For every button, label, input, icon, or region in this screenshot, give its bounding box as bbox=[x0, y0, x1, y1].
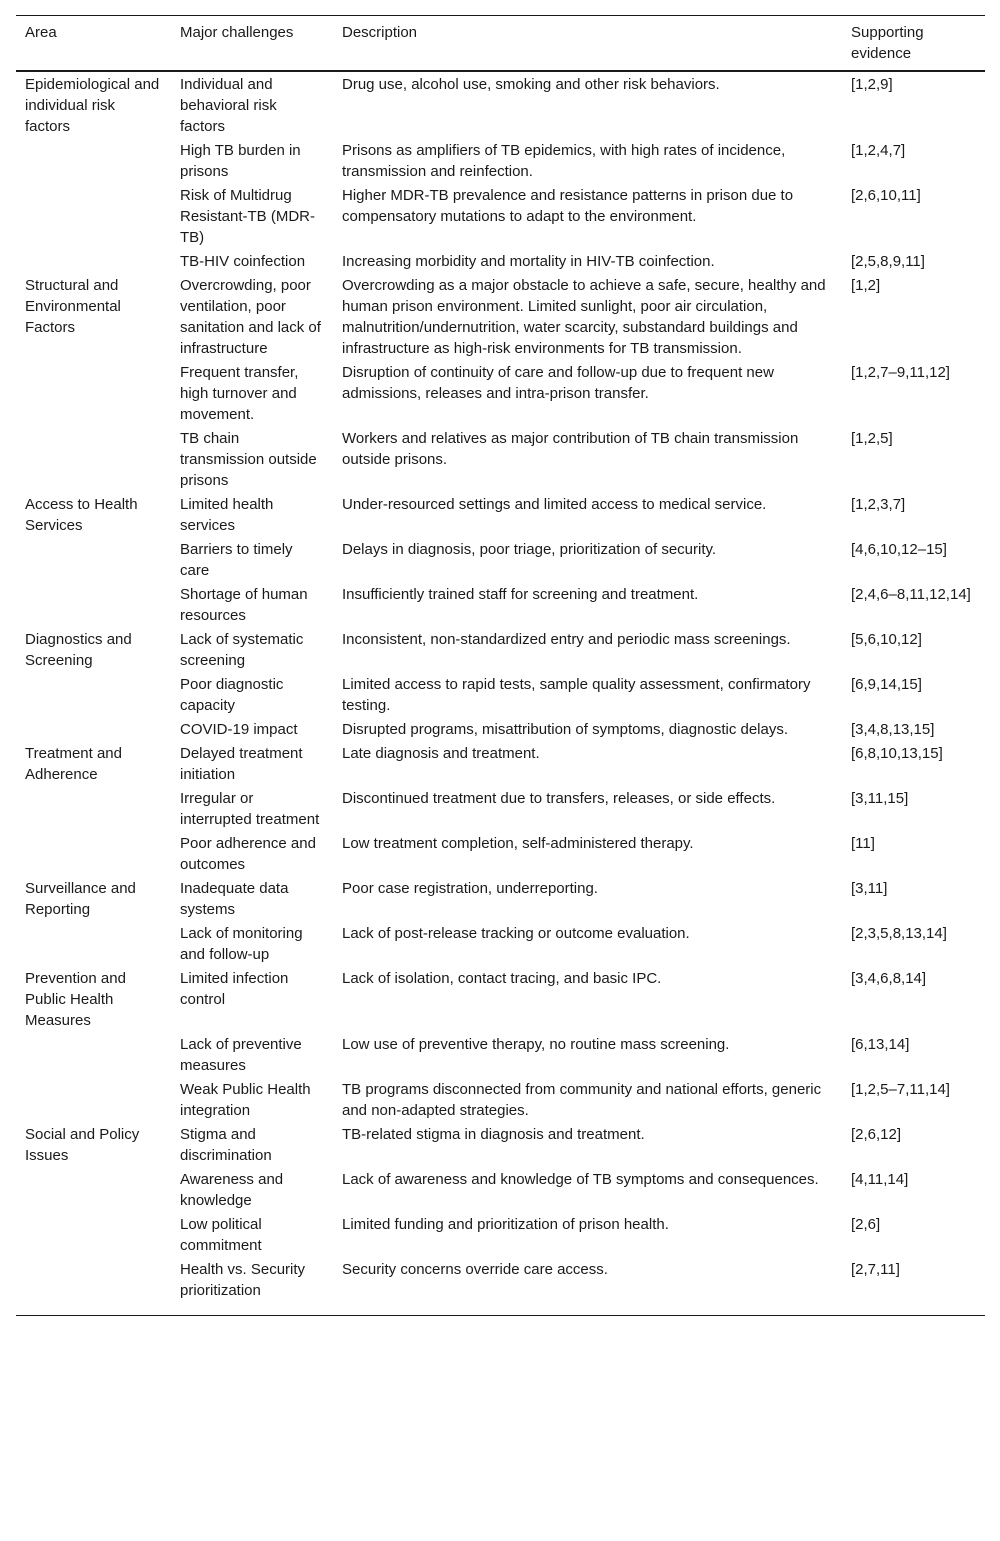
cell-area: Structural and Environmental Factors bbox=[25, 277, 121, 336]
cell-supporting-evidence: [1,2,4,7] bbox=[851, 142, 906, 159]
cell-supporting-evidence: [1,2,3,7] bbox=[851, 496, 906, 513]
cell-major-challenge: Lack of preventive measures bbox=[180, 1036, 302, 1074]
table-row bbox=[16, 274, 985, 361]
cell-area bbox=[16, 139, 171, 184]
table-row bbox=[16, 673, 985, 718]
table-row bbox=[16, 1258, 985, 1315]
cell-supporting-evidence: [2,6,12] bbox=[851, 1126, 902, 1143]
cell-area bbox=[16, 922, 171, 967]
cell-supporting-evidence: [2,6] bbox=[851, 1216, 881, 1233]
cell-area: Surveillance and Reporting bbox=[25, 880, 136, 918]
cell-area bbox=[16, 832, 171, 877]
cell-major-challenge: High TB burden in prisons bbox=[180, 142, 301, 180]
cell-major-challenge: Low political commitment bbox=[180, 1216, 262, 1254]
cell-supporting-evidence: [4,11,14] bbox=[851, 1171, 909, 1188]
cell-major-challenge: Lack of monitoring and follow-up bbox=[180, 925, 303, 963]
cell-area bbox=[16, 361, 171, 427]
cell-supporting-evidence: [3,4,8,13,15] bbox=[851, 721, 935, 738]
cell-area bbox=[16, 184, 171, 250]
tb-prison-challenges-table bbox=[16, 15, 985, 1315]
table-row bbox=[16, 493, 985, 538]
cell-area bbox=[16, 583, 171, 628]
cell-area bbox=[16, 1078, 171, 1123]
cell-major-challenge: Individual and behavioral risk factors bbox=[180, 76, 277, 135]
header-major-challenges: Major challenges bbox=[180, 24, 294, 41]
cell-supporting-evidence: [1,2,7–9,11,12] bbox=[851, 364, 950, 381]
cell-major-challenge: Inadequate data systems bbox=[180, 880, 289, 918]
cell-supporting-evidence: [3,4,6,8,14] bbox=[851, 970, 927, 987]
cell-major-challenge: TB chain transmission outside prisons bbox=[180, 430, 317, 489]
cell-area: Social and Policy Issues bbox=[25, 1126, 140, 1164]
cell-major-challenge: COVID-19 impact bbox=[180, 721, 298, 738]
table-row bbox=[16, 538, 985, 583]
cell-supporting-evidence: [1,2,5–7,11,14] bbox=[851, 1081, 950, 1098]
table-row bbox=[16, 427, 985, 493]
cell-area bbox=[16, 1213, 171, 1258]
cell-description: Limited access to rapid tests, sample quality assessment, confirmatory testing. bbox=[342, 676, 811, 714]
cell-major-challenge: Awareness and knowledge bbox=[180, 1171, 284, 1209]
table-bottom-rule bbox=[16, 1315, 985, 1316]
cell-description: Lack of isolation, contact tracing, and basic IPC. bbox=[342, 970, 662, 987]
cell-major-challenge: Irregular or interrupted treatment bbox=[180, 790, 320, 828]
cell-supporting-evidence: [1,2,9] bbox=[851, 76, 893, 93]
cell-description: Overcrowding as a major obstacle to achieve a safe, secure, healthy and human prison environment. Limited sunlight, poor air circulation, malnutrition/undernutrition, water scarcity, substandard buildings and infrastructure as high-risk environments for TB transmission. bbox=[342, 277, 826, 357]
cell-supporting-evidence: [6,9,14,15] bbox=[851, 676, 922, 693]
cell-major-challenge: Barriers to timely care bbox=[180, 541, 293, 579]
table-row bbox=[16, 628, 985, 673]
table-row bbox=[16, 361, 985, 427]
cell-major-challenge: Limited health services bbox=[180, 496, 274, 534]
cell-description: Drug use, alcohol use, smoking and other risk behaviors. bbox=[342, 76, 720, 93]
table-row bbox=[16, 583, 985, 628]
table-row bbox=[16, 1033, 985, 1078]
cell-description: TB programs disconnected from community and national efforts, generic and non-adapted strategies. bbox=[342, 1081, 822, 1119]
cell-supporting-evidence: [2,7,11] bbox=[851, 1261, 900, 1278]
table-row bbox=[16, 139, 985, 184]
table-row bbox=[16, 967, 985, 1033]
cell-area: Diagnostics and Screening bbox=[25, 631, 132, 669]
cell-supporting-evidence: [5,6,10,12] bbox=[851, 631, 922, 648]
cell-major-challenge: Shortage of human resources bbox=[180, 586, 308, 624]
header-description: Description bbox=[342, 24, 418, 41]
cell-supporting-evidence: [11] bbox=[851, 835, 875, 852]
cell-major-challenge: Poor diagnostic capacity bbox=[180, 676, 284, 714]
table-body bbox=[16, 71, 985, 1315]
cell-supporting-evidence: [4,6,10,12–15] bbox=[851, 541, 947, 558]
challenges-table-container bbox=[16, 15, 985, 1316]
cell-description: Under-resourced settings and limited access to medical service. bbox=[342, 496, 767, 513]
cell-area: Prevention and Public Health Measures bbox=[25, 970, 126, 1029]
cell-supporting-evidence: [1,2] bbox=[851, 277, 881, 294]
cell-major-challenge: Stigma and discrimination bbox=[180, 1126, 272, 1164]
cell-area bbox=[16, 673, 171, 718]
table-row bbox=[16, 184, 985, 250]
table-row bbox=[16, 71, 985, 139]
cell-description: Lack of awareness and knowledge of TB symptoms and consequences. bbox=[342, 1171, 819, 1188]
cell-supporting-evidence: [3,11,15] bbox=[851, 790, 909, 807]
cell-major-challenge: Poor adherence and outcomes bbox=[180, 835, 316, 873]
cell-area bbox=[16, 1033, 171, 1078]
cell-description: Disrupted programs, misattribution of symptoms, diagnostic delays. bbox=[342, 721, 789, 738]
cell-supporting-evidence: [2,4,6–8,11,12,14] bbox=[851, 586, 971, 603]
cell-description: Limited funding and prioritization of prison health. bbox=[342, 1216, 669, 1233]
table-row bbox=[16, 250, 985, 274]
cell-area: Treatment and Adherence bbox=[25, 745, 122, 783]
cell-area bbox=[16, 1168, 171, 1213]
table-row bbox=[16, 718, 985, 742]
cell-description: Low use of preventive therapy, no routine mass screening. bbox=[342, 1036, 730, 1053]
cell-supporting-evidence: [1,2,5] bbox=[851, 430, 893, 447]
table-row bbox=[16, 742, 985, 787]
cell-supporting-evidence: [2,5,8,9,11] bbox=[851, 253, 925, 270]
cell-description: Higher MDR-TB prevalence and resistance patterns in prison due to compensatory mutations to adapt to the environment. bbox=[342, 187, 794, 225]
cell-supporting-evidence: [3,11] bbox=[851, 880, 888, 897]
table-row bbox=[16, 832, 985, 877]
cell-major-challenge: Overcrowding, poor ventilation, poor sanitation and lack of infrastructure bbox=[180, 277, 321, 357]
header-supporting-evidence: Supporting evidence bbox=[851, 24, 924, 62]
cell-description: Prisons as amplifiers of TB epidemics, with high rates of incidence, transmission and reinfection. bbox=[342, 142, 786, 180]
table-row bbox=[16, 1213, 985, 1258]
cell-supporting-evidence: [6,13,14] bbox=[851, 1036, 910, 1053]
cell-description: Poor case registration, underreporting. bbox=[342, 880, 598, 897]
header-row bbox=[16, 16, 985, 72]
cell-major-challenge: Weak Public Health integration bbox=[180, 1081, 311, 1119]
cell-major-challenge: Limited infection control bbox=[180, 970, 289, 1008]
cell-area bbox=[16, 250, 171, 274]
table-header bbox=[16, 16, 985, 72]
cell-area bbox=[16, 427, 171, 493]
cell-description: Workers and relatives as major contribution of TB chain transmission outside prisons. bbox=[342, 430, 799, 468]
cell-description: Late diagnosis and treatment. bbox=[342, 745, 540, 762]
table-row bbox=[16, 1168, 985, 1213]
cell-area bbox=[16, 538, 171, 583]
cell-description: Inconsistent, non-standardized entry and periodic mass screenings. bbox=[342, 631, 791, 648]
table-row bbox=[16, 922, 985, 967]
cell-area: Access to Health Services bbox=[25, 496, 138, 534]
cell-description: Discontinued treatment due to transfers, releases, or side effects. bbox=[342, 790, 776, 807]
cell-description: Lack of post-release tracking or outcome evaluation. bbox=[342, 925, 690, 942]
cell-major-challenge: Delayed treatment initiation bbox=[180, 745, 303, 783]
cell-area bbox=[16, 718, 171, 742]
cell-description: Increasing morbidity and mortality in HIV-TB coinfection. bbox=[342, 253, 715, 270]
cell-major-challenge: Frequent transfer, high turnover and movement. bbox=[180, 364, 299, 423]
table-row bbox=[16, 1123, 985, 1168]
cell-description: Delays in diagnosis, poor triage, prioritization of security. bbox=[342, 541, 717, 558]
cell-area bbox=[16, 787, 171, 832]
cell-supporting-evidence: [2,3,5,8,13,14] bbox=[851, 925, 947, 942]
cell-major-challenge: Lack of systematic screening bbox=[180, 631, 304, 669]
cell-area bbox=[16, 1258, 171, 1315]
cell-description: Insufficiently trained staff for screening and treatment. bbox=[342, 586, 699, 603]
cell-major-challenge: Risk of Multidrug Resistant-TB (MDR-TB) bbox=[180, 187, 316, 246]
cell-supporting-evidence: [6,8,10,13,15] bbox=[851, 745, 943, 762]
cell-major-challenge: TB-HIV coinfection bbox=[180, 253, 306, 270]
cell-area: Epidemiological and individual risk factors bbox=[25, 76, 160, 135]
cell-description: Security concerns override care access. bbox=[342, 1261, 608, 1278]
table-row bbox=[16, 877, 985, 922]
cell-supporting-evidence: [2,6,10,11] bbox=[851, 187, 921, 204]
header-area: Area bbox=[25, 24, 57, 41]
cell-description: TB-related stigma in diagnosis and treatment. bbox=[342, 1126, 645, 1143]
cell-description: Low treatment completion, self-administered therapy. bbox=[342, 835, 694, 852]
table-row bbox=[16, 787, 985, 832]
cell-major-challenge: Health vs. Security prioritization bbox=[180, 1261, 306, 1299]
cell-description: Disruption of continuity of care and follow-up due to frequent new admissions, releases and intra-prison transfer. bbox=[342, 364, 774, 402]
table-row bbox=[16, 1078, 985, 1123]
